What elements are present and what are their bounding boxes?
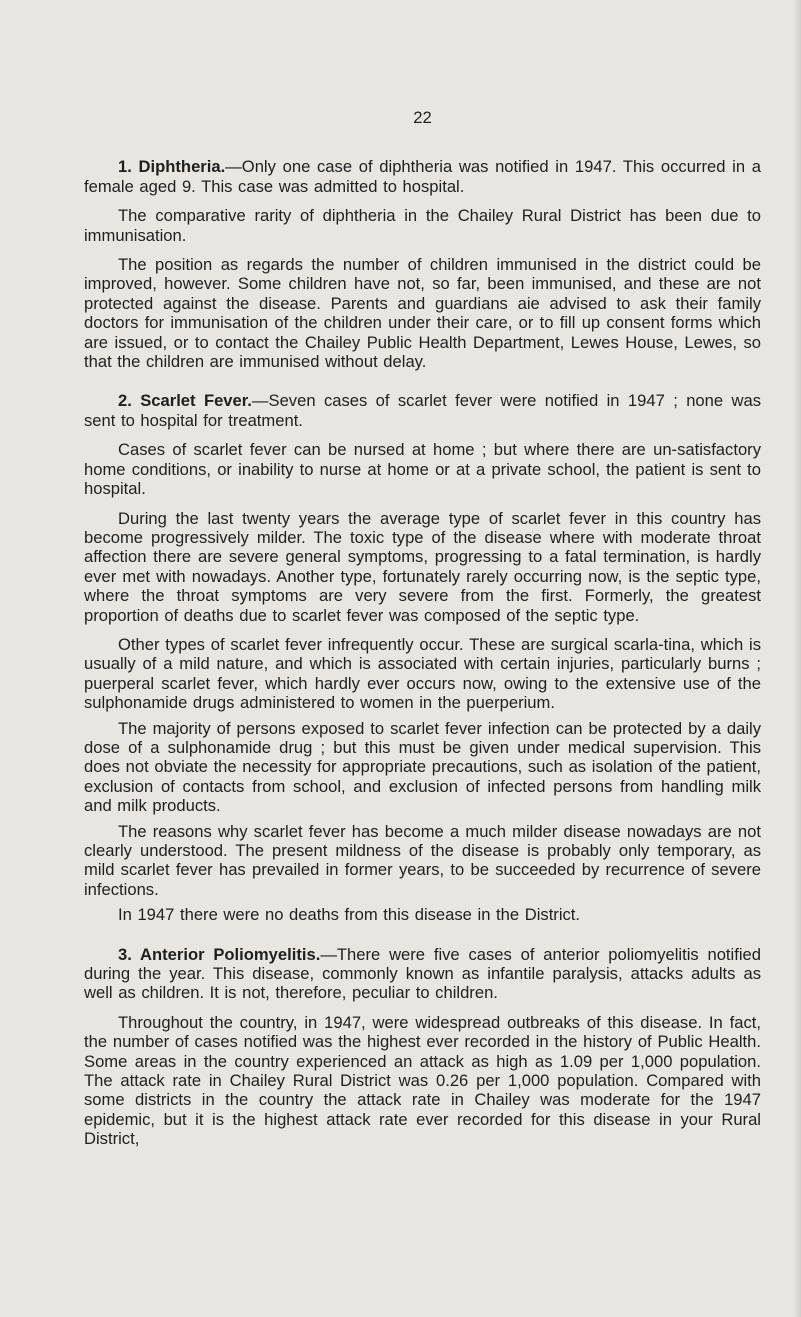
scarlet-fever-paragraph-3: During the last twenty years the average type of scarlet fever in this country has become progressively milder. The toxic type of the disease where with moderate throat affection there are severe general symptoms, progressing to a fatal termination, is hardly ever met with nowadays. Another type, fortunately rarely occurring now, is the septic type, where the throat symptoms are very severe from the first. Formerly, the greatest proportion of deaths due to scarlet fever was composed of the septic type. [84,508,761,625]
diphtheria-heading: 1. Diphtheria. [118,157,226,177]
scarlet-fever-paragraph-4: Other types of scarlet fever infrequently occur. These are surgical scarla-tina, which is usually of a mild nature, and which is associated with certain injuries, particularly burns ; puerperal scarlet fever, which hardly ever occurs now, owing to the extensive use of the sulphonamide drugs administered to women in the puerperium. [84,634,761,713]
scarlet-fever-paragraph-5: The majority of persons exposed to scarlet fever infection can be protected by a daily dose of a sulphonamide drug ; but this must be given under medical supervision. This does not obviate the necessity for appropriate precautions, such as isolation of the patient, exclusion of contacts from school, and exclusion of infected persons from handling milk and milk products. [84,718,761,816]
scarlet-fever-paragraph-6: The reasons why scarlet fever has become a much milder disease nowadays are not clearly understood. The present mildness of the disease is probably only temporary, as mild scarlet fever has prevailed in former years, to be succeeded by recurrence of severe infections. [84,821,761,899]
scarlet-fever-paragraph-7: In 1947 there were no deaths from this disease in the District. [118,905,581,925]
diphtheria-paragraph-1 [84,157,761,196]
diphtheria-paragraph-2: The comparative rarity of diphtheria in the Chailey Rural District has been due to immunisation. [84,206,761,245]
scarlet-fever-text-1: —Seven cases of scarlet fever were notified in 1947 ; none was sent to hospital for treatment. [84,391,761,430]
scarlet-fever-paragraph-2: Cases of scarlet fever can be nursed at home ; but where there are un-satisfactory home conditions, or inability to nurse at home or at a private school, the patient is sent to hospital. [84,440,761,499]
scarlet-fever-heading: 2. Scarlet Fever. [118,391,252,411]
poliomyelitis-heading: 3. Anterior Poliomyelitis. [118,944,321,964]
diphtheria-paragraph-3: The position as regards the number of children immunised in the district could be improved, however. Some children have not, so far, been immunised, and these are not protected against the disease. Parents and guardians aie advised to ask their family doctors for immunisation of the children under their care, or to fill up consent forms which are issued, or to contact the Chailey Public Health Department, Lewes House, Lewes, so that the children are immunised without delay. [84,255,761,372]
page-number: 22 [413,108,432,127]
scarlet-fever-paragraph-1 [84,391,761,430]
poliomyelitis-text-1: —There were five cases of anterior poliomyelitis notified during the year. This disease, commonly known as infantile paralysis, attacks adults as well as children. It is not, therefore, peculiar to children. [84,944,761,1003]
poliomyelitis-paragraph-2: Throughout the country, in 1947, were widespread outbreaks of this disease. In fact, the number of cases notified was the highest ever recorded in the history of Public Health. Some areas in the country experienced an attack as high as 1.09 per 1,000 population. The attack rate in Chailey Rural District was 0.26 per 1,000 population. Compared with some districts in the country the attack rate in Chailey was moderate for the 1947 epidemic, but it is the highest attack rate ever recorded for this disease in your Rural District, [84,1012,761,1149]
diphtheria-text-1: —Only one case of diphtheria was notified in 1947. This occurred in a female aged 9. This case was admitted to hospital. [84,157,761,196]
page-edge-shadow [793,0,801,1317]
poliomyelitis-paragraph-1 [84,945,761,1003]
